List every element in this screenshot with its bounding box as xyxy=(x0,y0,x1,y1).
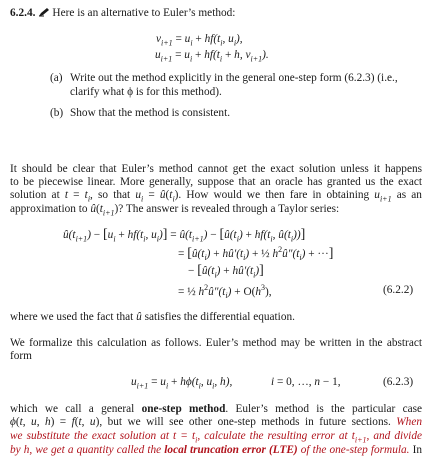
para2-line-1: where we used the fact that û satisfies the differential equation. xyxy=(10,311,295,323)
para4-text-a: which we call a general xyxy=(10,403,135,415)
part-a-line-2: clarify what ϕ is for this method). xyxy=(70,86,222,98)
taylor-row-2: = [$û(t_i)$ + $hû'(t_i)$ + ½ $h^2û''(t_i)$ + ···] xyxy=(178,245,334,263)
part-b-label: (b) xyxy=(50,107,64,119)
para4-red-b: of the one-step formula. xyxy=(300,444,410,456)
para3-line-2: form xyxy=(10,350,32,362)
part-b-text: Show that the method is consistent. xyxy=(70,107,231,119)
exercise-number: 6.2.4. xyxy=(10,7,36,19)
one-step-method-term: one-step method xyxy=(141,403,226,415)
para1-line-2: to be piecewise linear. More generally, suppose that an oracle has granted us the exact xyxy=(10,176,422,188)
part-a-line-1 xyxy=(70,72,422,85)
para1-line-4: approximation to $û(t_{i+1})$? The answer is revealed through a Taylor series: xyxy=(10,203,340,218)
equation-number-6-2-3: (6.2.3) xyxy=(383,376,414,388)
exercise-equation-1: $v_{i+1} = u_i + hf(t_i$, $u_i$), xyxy=(156,33,243,48)
para3-line-1: We formalize this calculation as follows. Euler’s method may be written in the abstract xyxy=(10,337,422,349)
para4-line-1 xyxy=(10,403,422,416)
para4-end: In xyxy=(412,444,422,456)
part-a-text-1: Write out the method explicitly in the general one-step form (6.2.3) (i.e., xyxy=(70,72,398,84)
taylor-row-3: − [$û(t_i)$ + $hû'(t_i)$] xyxy=(188,263,264,280)
para4-text-b: . Euler’s method is the particular case xyxy=(225,403,423,415)
exercise-equation-2: $u_{i+1} = u_i + hf(t_i + h$, $v_{i+1}$). xyxy=(155,49,269,64)
para1-line-3: solution at $t = t_i$, so that $u_i$ = $û(t_i)$. How would we then fare in obtaining $u_{i+1}$ as an xyxy=(10,189,422,204)
lte-term: local truncation error (LTE) xyxy=(164,444,298,456)
para4-line-2: ϕ(t, u, h) = f(t, u), but we will see other one-step methods in future sections. When xyxy=(10,416,422,428)
taylor-row-4: = ½ $h^2û''(t_i) + O(h^3)$, xyxy=(178,283,272,301)
exercise-header xyxy=(10,7,235,20)
para1-line-1: It should be clear that Euler’s method cannot get the exact solution unless it happens xyxy=(10,163,422,175)
para4-red-a: by h, we get a quantity called the xyxy=(10,444,162,456)
para4-line-4 xyxy=(10,444,422,457)
para4-line-3: we substitute the exact solution at $t = t_i$, calculate the resulting error at $t_{i+1}$, and divide xyxy=(10,430,422,445)
onestep-range: i = 0, …, n − 1, xyxy=(271,376,341,388)
part-a-label: (a) xyxy=(50,72,63,84)
onestep-equation: $u_{i+1} = u_i + h\phi(t_i$, $u_i$, h), xyxy=(131,376,233,391)
equation-number-6-2-2: (6.2.2) xyxy=(383,284,414,296)
highlight-start: When xyxy=(396,416,422,428)
pencil-icon xyxy=(38,7,50,17)
taylor-row-1: $û(t_{i+1}) - [u_i + hf(t_i$, $u_i$)] = $û(t_{i+1})$ − [$û(t_i) + hf(t_i$, $û(t_i)$)] xyxy=(63,227,306,244)
exercise-intro: Here is an alternative to Euler’s method: xyxy=(52,7,236,19)
